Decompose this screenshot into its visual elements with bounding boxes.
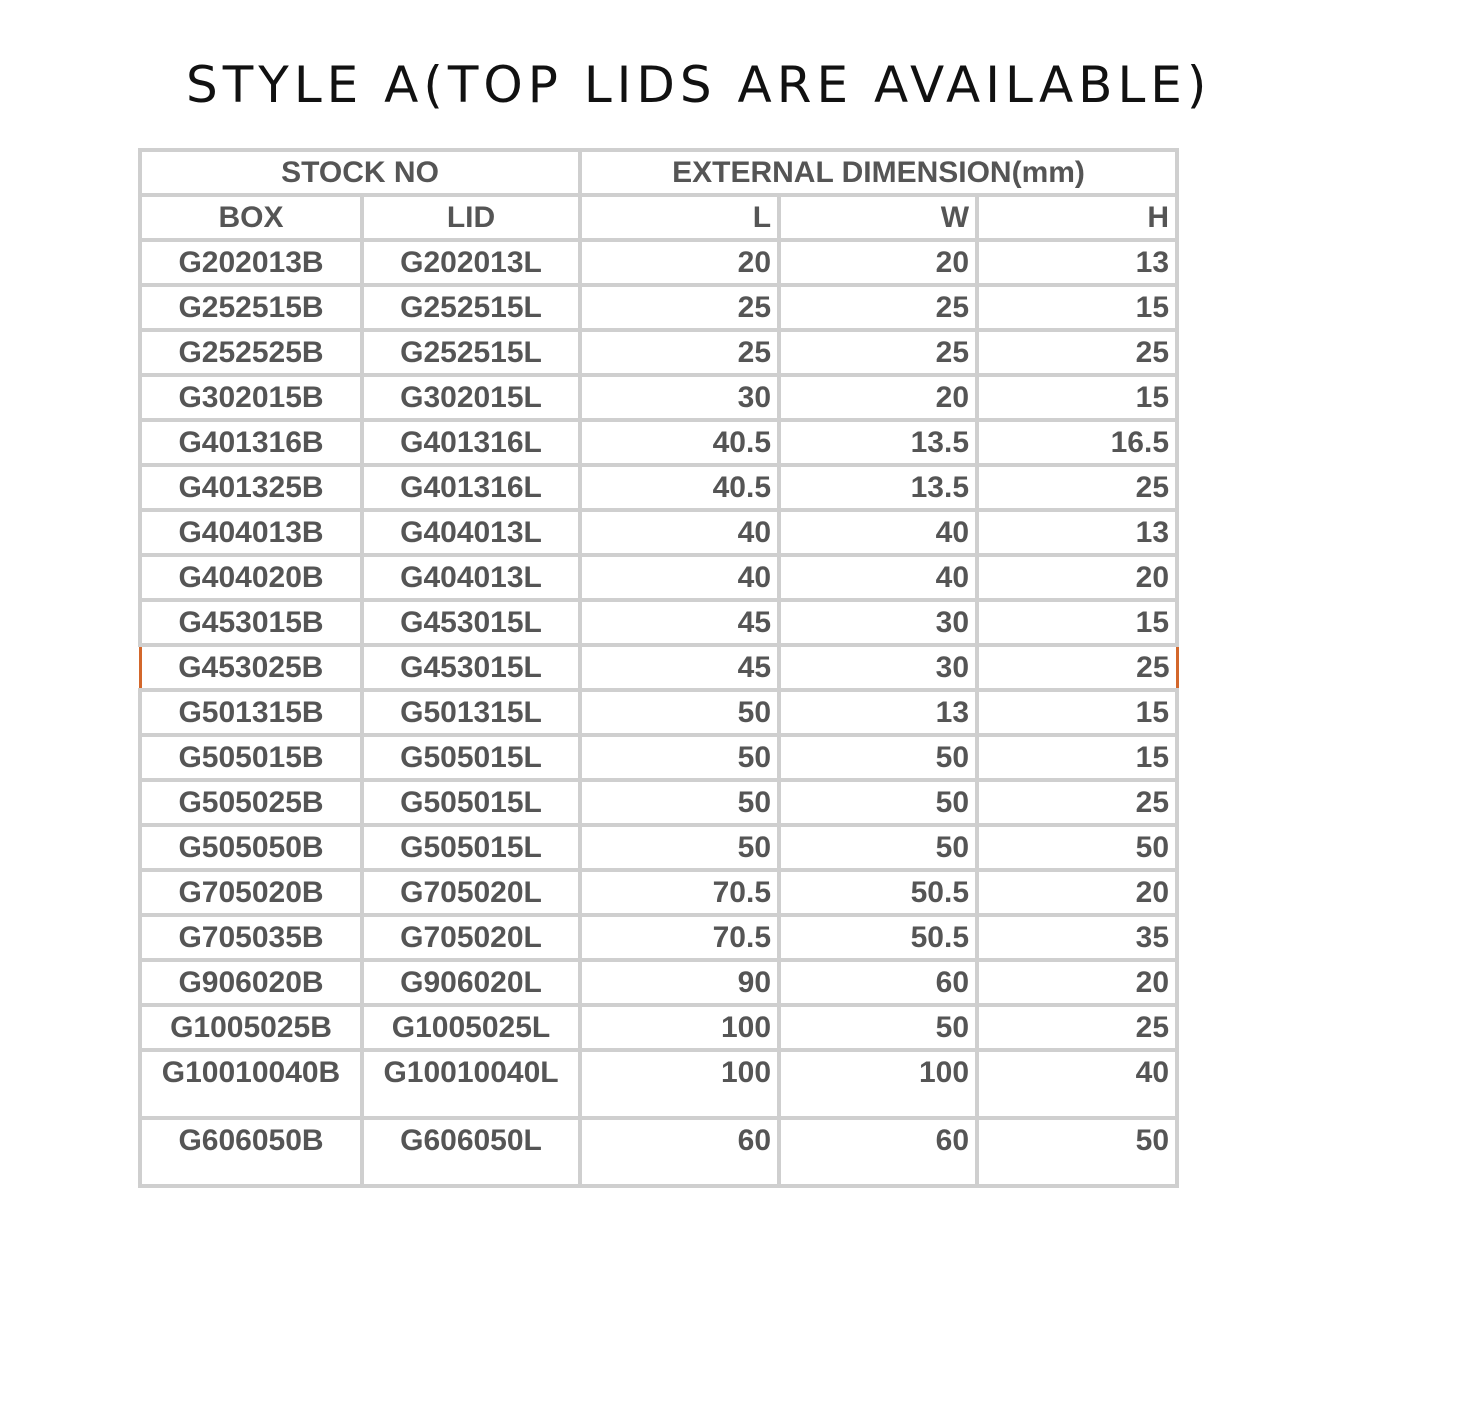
cell-width: 30 [779,645,977,690]
table-row [140,780,1177,825]
table-row [140,285,1177,330]
table-row [140,240,1177,285]
cell-width: 40 [779,510,977,555]
cell-length: 50 [580,735,779,780]
cell-height: 20 [977,870,1177,915]
table-row [140,960,1177,1005]
cell-box: G401316B [140,420,362,465]
table-row [140,510,1177,555]
cell-box: G606050B [140,1118,362,1186]
cell-length: 100 [580,1050,779,1118]
table-row [140,915,1177,960]
cell-lid: G10010040L [362,1050,580,1118]
cell-height: 40 [977,1050,1177,1118]
cell-lid: G453015L [362,600,580,645]
cell-lid: G404013L [362,555,580,600]
cell-height: 35 [977,915,1177,960]
cell-height: 15 [977,375,1177,420]
spec-table-container [138,148,1175,1203]
cell-lid: G505015L [362,780,580,825]
header-column-row [140,195,1177,240]
cell-lid: G501315L [362,690,580,735]
cell-length: 45 [580,600,779,645]
cell-box: G302015B [140,375,362,420]
table-row-highlighted [140,645,1177,690]
spec-table [138,148,1179,1188]
cell-length: 25 [580,330,779,375]
cell-width: 25 [779,285,977,330]
cell-box: G501315B [140,690,362,735]
cell-box: G404013B [140,510,362,555]
cell-box: G10010040B [140,1050,362,1118]
cell-box: G505015B [140,735,362,780]
cell-box: G906020B [140,960,362,1005]
cell-width: 50.5 [779,870,977,915]
cell-height: 25 [977,645,1177,690]
cell-box: G705020B [140,870,362,915]
cell-length: 50 [580,780,779,825]
cell-box: G505050B [140,825,362,870]
cell-lid: G505015L [362,735,580,780]
cell-width: 50 [779,1005,977,1050]
table-row [140,465,1177,510]
cell-height: 15 [977,285,1177,330]
cell-lid: G1005025L [362,1005,580,1050]
cell-width: 60 [779,1118,977,1186]
header-stock-no: STOCK NO [140,150,580,195]
cell-length: 45 [580,645,779,690]
cell-width: 13.5 [779,465,977,510]
cell-height: 15 [977,600,1177,645]
header-height: H [977,195,1177,240]
table-row [140,870,1177,915]
cell-lid: G453015L [362,645,580,690]
cell-lid: G906020L [362,960,580,1005]
cell-width: 50 [779,780,977,825]
cell-height: 25 [977,780,1177,825]
header-external-dimension: EXTERNAL DIMENSION(mm) [580,150,1177,195]
cell-height: 13 [977,240,1177,285]
cell-width: 50 [779,825,977,870]
cell-lid: G606050L [362,1118,580,1186]
cell-length: 60 [580,1118,779,1186]
cell-lid: G404013L [362,510,580,555]
cell-width: 20 [779,240,977,285]
cell-height: 16.5 [977,420,1177,465]
header-length: L [580,195,779,240]
cell-length: 70.5 [580,870,779,915]
cell-lid: G252515L [362,330,580,375]
cell-height: 50 [977,1118,1177,1186]
cell-width: 50.5 [779,915,977,960]
cell-lid: G401316L [362,465,580,510]
cell-length: 25 [580,285,779,330]
cell-width: 40 [779,555,977,600]
cell-width: 50 [779,735,977,780]
header-box: BOX [140,195,362,240]
table-row [140,600,1177,645]
cell-box: G252515B [140,285,362,330]
cell-height: 13 [977,510,1177,555]
cell-height: 25 [977,465,1177,510]
table-row [140,375,1177,420]
cell-lid: G505015L [362,825,580,870]
cell-height: 25 [977,1005,1177,1050]
cell-length: 30 [580,375,779,420]
cell-box: G404020B [140,555,362,600]
cell-length: 40.5 [580,420,779,465]
cell-box: G453015B [140,600,362,645]
cell-length: 40 [580,555,779,600]
table-row [140,825,1177,870]
cell-width: 13.5 [779,420,977,465]
cell-box: G252525B [140,330,362,375]
cell-lid: G302015L [362,375,580,420]
cell-lid: G252515L [362,285,580,330]
cell-length: 50 [580,825,779,870]
cell-box: G401325B [140,465,362,510]
table-row [140,735,1177,780]
cell-length: 20 [580,240,779,285]
cell-length: 50 [580,690,779,735]
table-row [140,420,1177,465]
cell-box: G1005025B [140,1005,362,1050]
cell-height: 15 [977,735,1177,780]
cell-lid: G202013L [362,240,580,285]
cell-height: 20 [977,960,1177,1005]
cell-length: 40.5 [580,465,779,510]
cell-box: G202013B [140,240,362,285]
header-width: W [779,195,977,240]
cell-box: G705035B [140,915,362,960]
cell-box: G453025B [140,645,362,690]
cell-length: 90 [580,960,779,1005]
cell-width: 13 [779,690,977,735]
cell-width: 60 [779,960,977,1005]
cell-width: 100 [779,1050,977,1118]
table-row [140,690,1177,735]
cell-height: 25 [977,330,1177,375]
cell-height: 15 [977,690,1177,735]
table-row [140,330,1177,375]
cell-length: 40 [580,510,779,555]
cell-lid: G705020L [362,870,580,915]
cell-height: 20 [977,555,1177,600]
cell-length: 100 [580,1005,779,1050]
page-title: STYLE A(TOP LIDS ARE AVAILABLE) [186,56,1212,114]
header-group-row [140,150,1177,195]
table-row [140,1118,1177,1186]
cell-box: G505025B [140,780,362,825]
cell-height: 50 [977,825,1177,870]
cell-length: 70.5 [580,915,779,960]
cell-width: 30 [779,600,977,645]
cell-lid: G705020L [362,915,580,960]
header-lid: LID [362,195,580,240]
table-row [140,1050,1177,1118]
cell-width: 25 [779,330,977,375]
table-row [140,1005,1177,1050]
cell-lid: G401316L [362,420,580,465]
table-row [140,555,1177,600]
cell-width: 20 [779,375,977,420]
